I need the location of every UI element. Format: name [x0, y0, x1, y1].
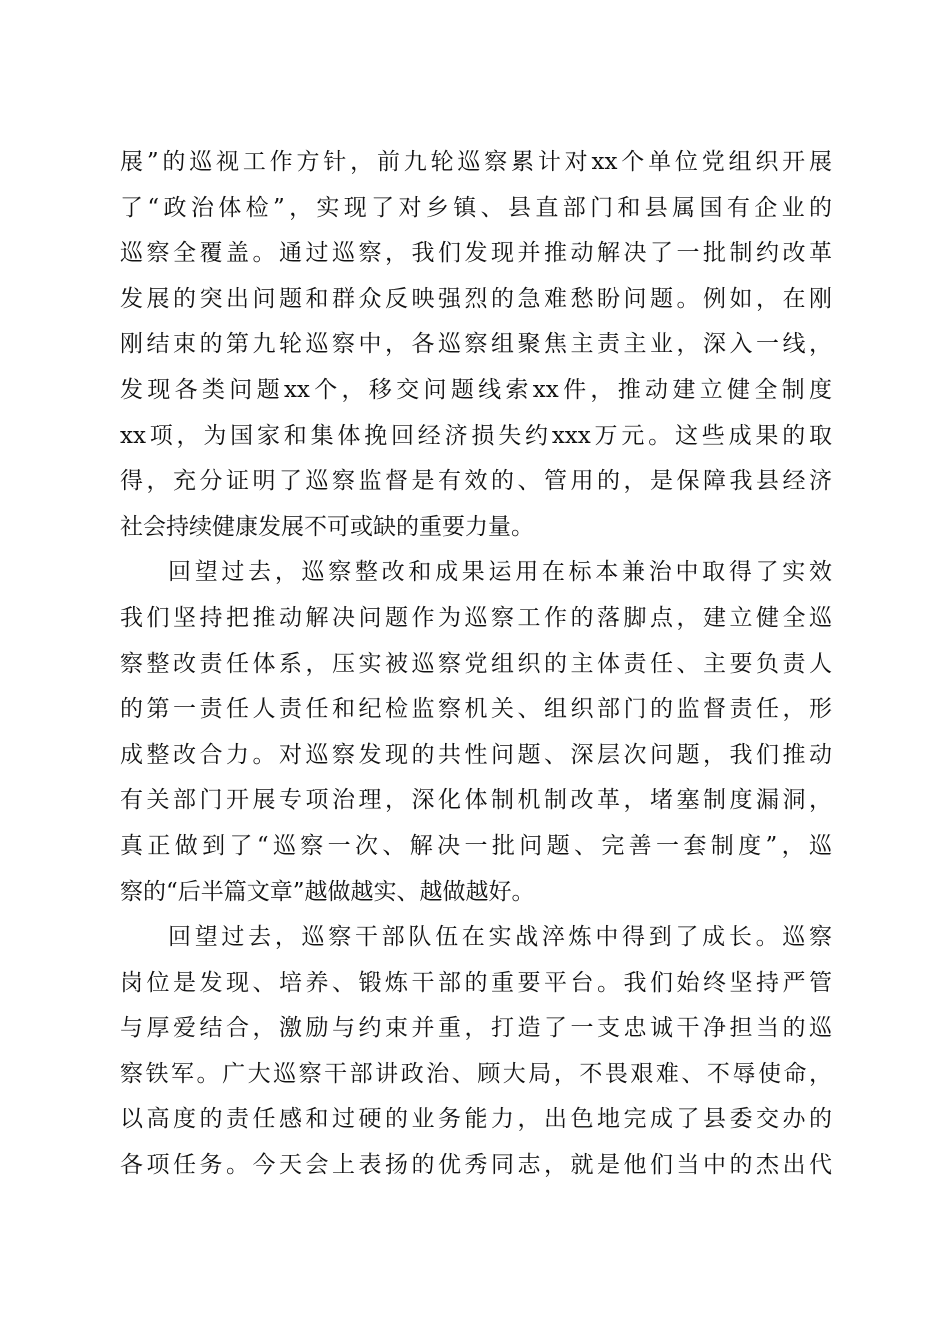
text-line: 成整改合力。对巡察发现的共性问题、深层次问题，我们推动	[120, 741, 832, 768]
text-line: 刚结束的第九轮巡察中，各巡察组聚焦主责主业，深入一线，	[120, 331, 832, 358]
text-line: 察的“后半篇文章”越做越实、越做越好。	[120, 878, 535, 905]
text-line: 得，充分证明了巡察监督是有效的、管用的，是保障我县经济	[120, 468, 832, 495]
text-line: 社会持续健康发展不可或缺的重要力量。	[120, 513, 534, 540]
text-line: 展”的巡视工作方针，前九轮巡察累计对xx个单位党组织开展	[120, 149, 832, 175]
text-line: xx项，为国家和集体挽回经济损失约xxx万元。这些成果的取	[120, 422, 832, 449]
text-line: 发展的突出问题和群众反映强烈的急难愁盼问题。例如，在刚	[120, 285, 832, 312]
text-line: 回望过去，巡察干部队伍在实战淬炼中得到了成长。巡察	[168, 924, 832, 951]
text-line: 了“政治体检”，实现了对乡镇、县直部门和县属国有企业的	[120, 194, 832, 221]
text-line: 真正做到了“巡察一次、解决一批问题、完善一套制度”，巡	[120, 832, 832, 859]
text-line: 岗位是发现、培养、锻炼干部的重要平台。我们始终坚持严管	[120, 969, 832, 996]
text-line: 有关部门开展专项治理，深化体制机制改革，堵塞制度漏洞，	[120, 787, 832, 814]
text-line: 回望过去，巡察整改和成果运用在标本兼治中取得了实效	[168, 559, 832, 586]
text-line: 以高度的责任感和过硬的业务能力，出色地完成了县委交办的	[120, 1106, 832, 1133]
body-text	[120, 140, 832, 1189]
text-line: 的第一责任人责任和纪检监察机关、组织部门的监督责任，形	[120, 696, 832, 723]
text-line: 我们坚持把推动解决问题作为巡察工作的落脚点，建立健全巡	[120, 604, 832, 631]
text-line: 与厚爱结合，激励与约束并重，打造了一支忠诚干净担当的巡	[120, 1015, 832, 1042]
text-line: 各项任务。今天会上表扬的优秀同志，就是他们当中的杰出代	[120, 1152, 832, 1179]
text-line: 察铁军。广大巡察干部讲政治、顾大局，不畏艰难、不辱使命，	[120, 1060, 832, 1087]
text-line: 巡察全覆盖。通过巡察，我们发现并推动解决了一批制约改革	[120, 240, 832, 267]
text-line: 发现各类问题xx个，移交问题线索xx件，推动建立健全制度	[120, 376, 832, 403]
text-line: 察整改责任体系，压实被巡察党组织的主体责任、主要负责人	[120, 650, 832, 677]
